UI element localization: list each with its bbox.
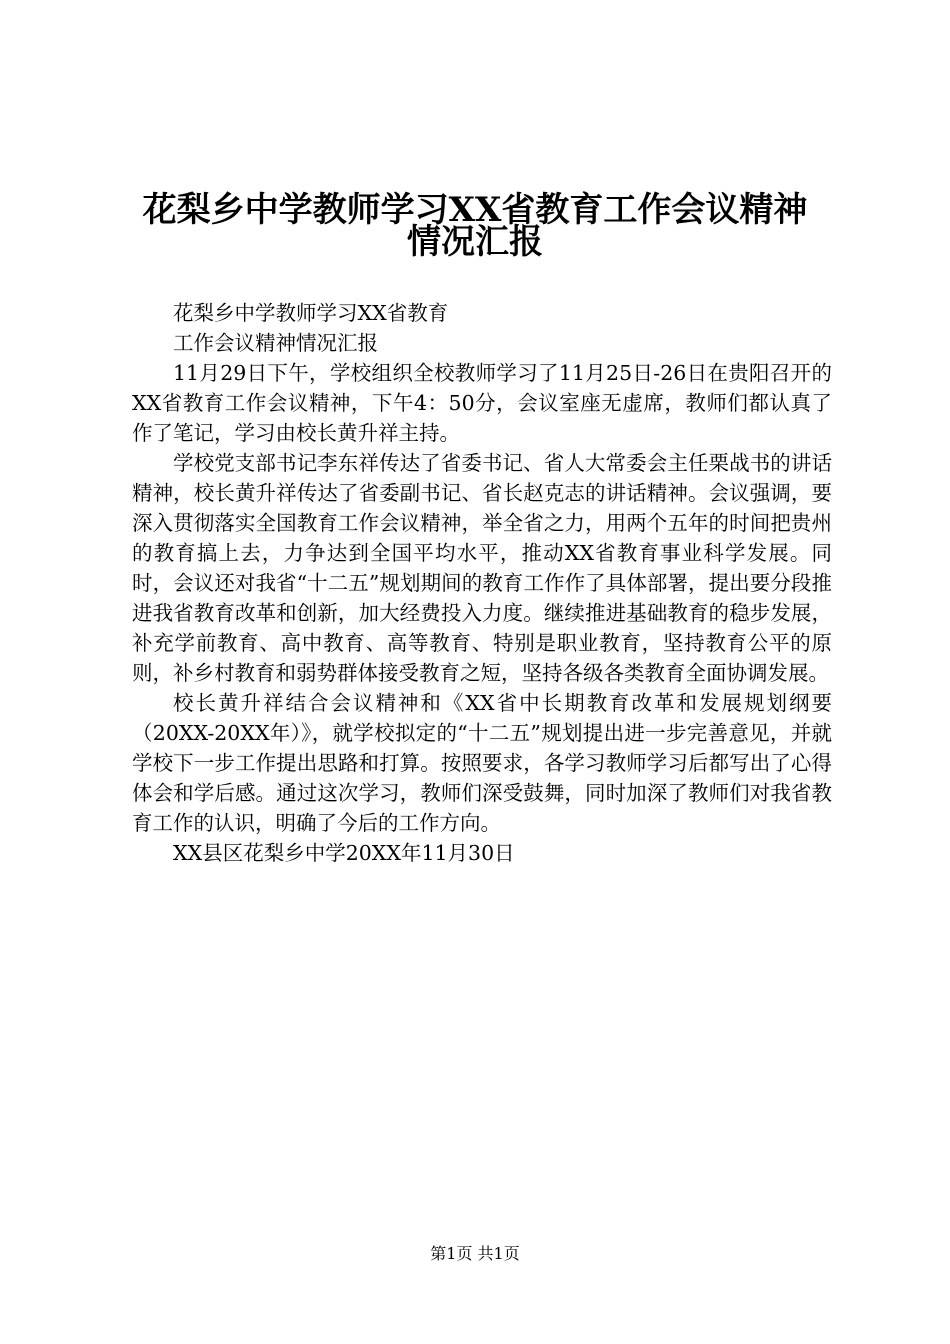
page-footer: 第1页 共1页: [430, 1244, 520, 1263]
paragraph: 学校党支部书记李东祥传达了省委书记、省人大常委会主任栗战书的讲话精神，校长黄升祥传达了省委副书记、省长赵克志的讲话精神。会议强调，要深入贯彻落实全国教育工作会议精神，举全省之力，用两个五年的时间把贵州的教育搞上去，力争达到全国平均水平，推动XX省教育事业科学发展。同时，会议还对我省“十二五”规划期间的教育工作作了具体部署，提出要分段推进我省教育改革和创新，加大经费投入力度。继续推进基础教育的稳步发展，补充学前教育、高中教育、高等教育、特别是职业教育，坚持教育公平的原则，补乡村教育和弱势群体接受教育之短，坚持各级各类教育全面协调发展。: [132, 451, 832, 685]
subtitle-line-1: 花梨乡中学教师学习XX省教育: [173, 301, 449, 325]
paragraph: 11月29日下午，学校组织全校教师学习了11月25日-26日在贵阳召开的XX省教育工作会议精神，下午4：50分，会议室座无虚席，教师们都认真了作了笔记，学习由校长黄升祥主持。: [132, 361, 832, 445]
page-title-continued: 情况汇报: [407, 222, 543, 262]
paragraph: 校长黄升祥结合会议精神和《XX省中长期教育改革和发展规划纲要（20XX-20XX年）》，就学校拟定的“十二五”规划提出进一步完善意见，并就学校下一步工作提出思路和打算。按照要求，各学习教师学习后都写出了心得体会和学后感。通过这次学习，教师们深受鼓舞，同时加深了教师们对我省教育工作的认识，明确了今后的工作方向。: [132, 691, 832, 835]
subtitle-line-2: 工作会议精神情况汇报: [173, 331, 378, 355]
document-body: [132, 298, 832, 868]
signature-date: XX县区花梨乡中学20XX年11月30日: [173, 841, 515, 865]
page-title: 花梨乡中学教师学习XX省教育工作会议精神: [142, 190, 808, 230]
